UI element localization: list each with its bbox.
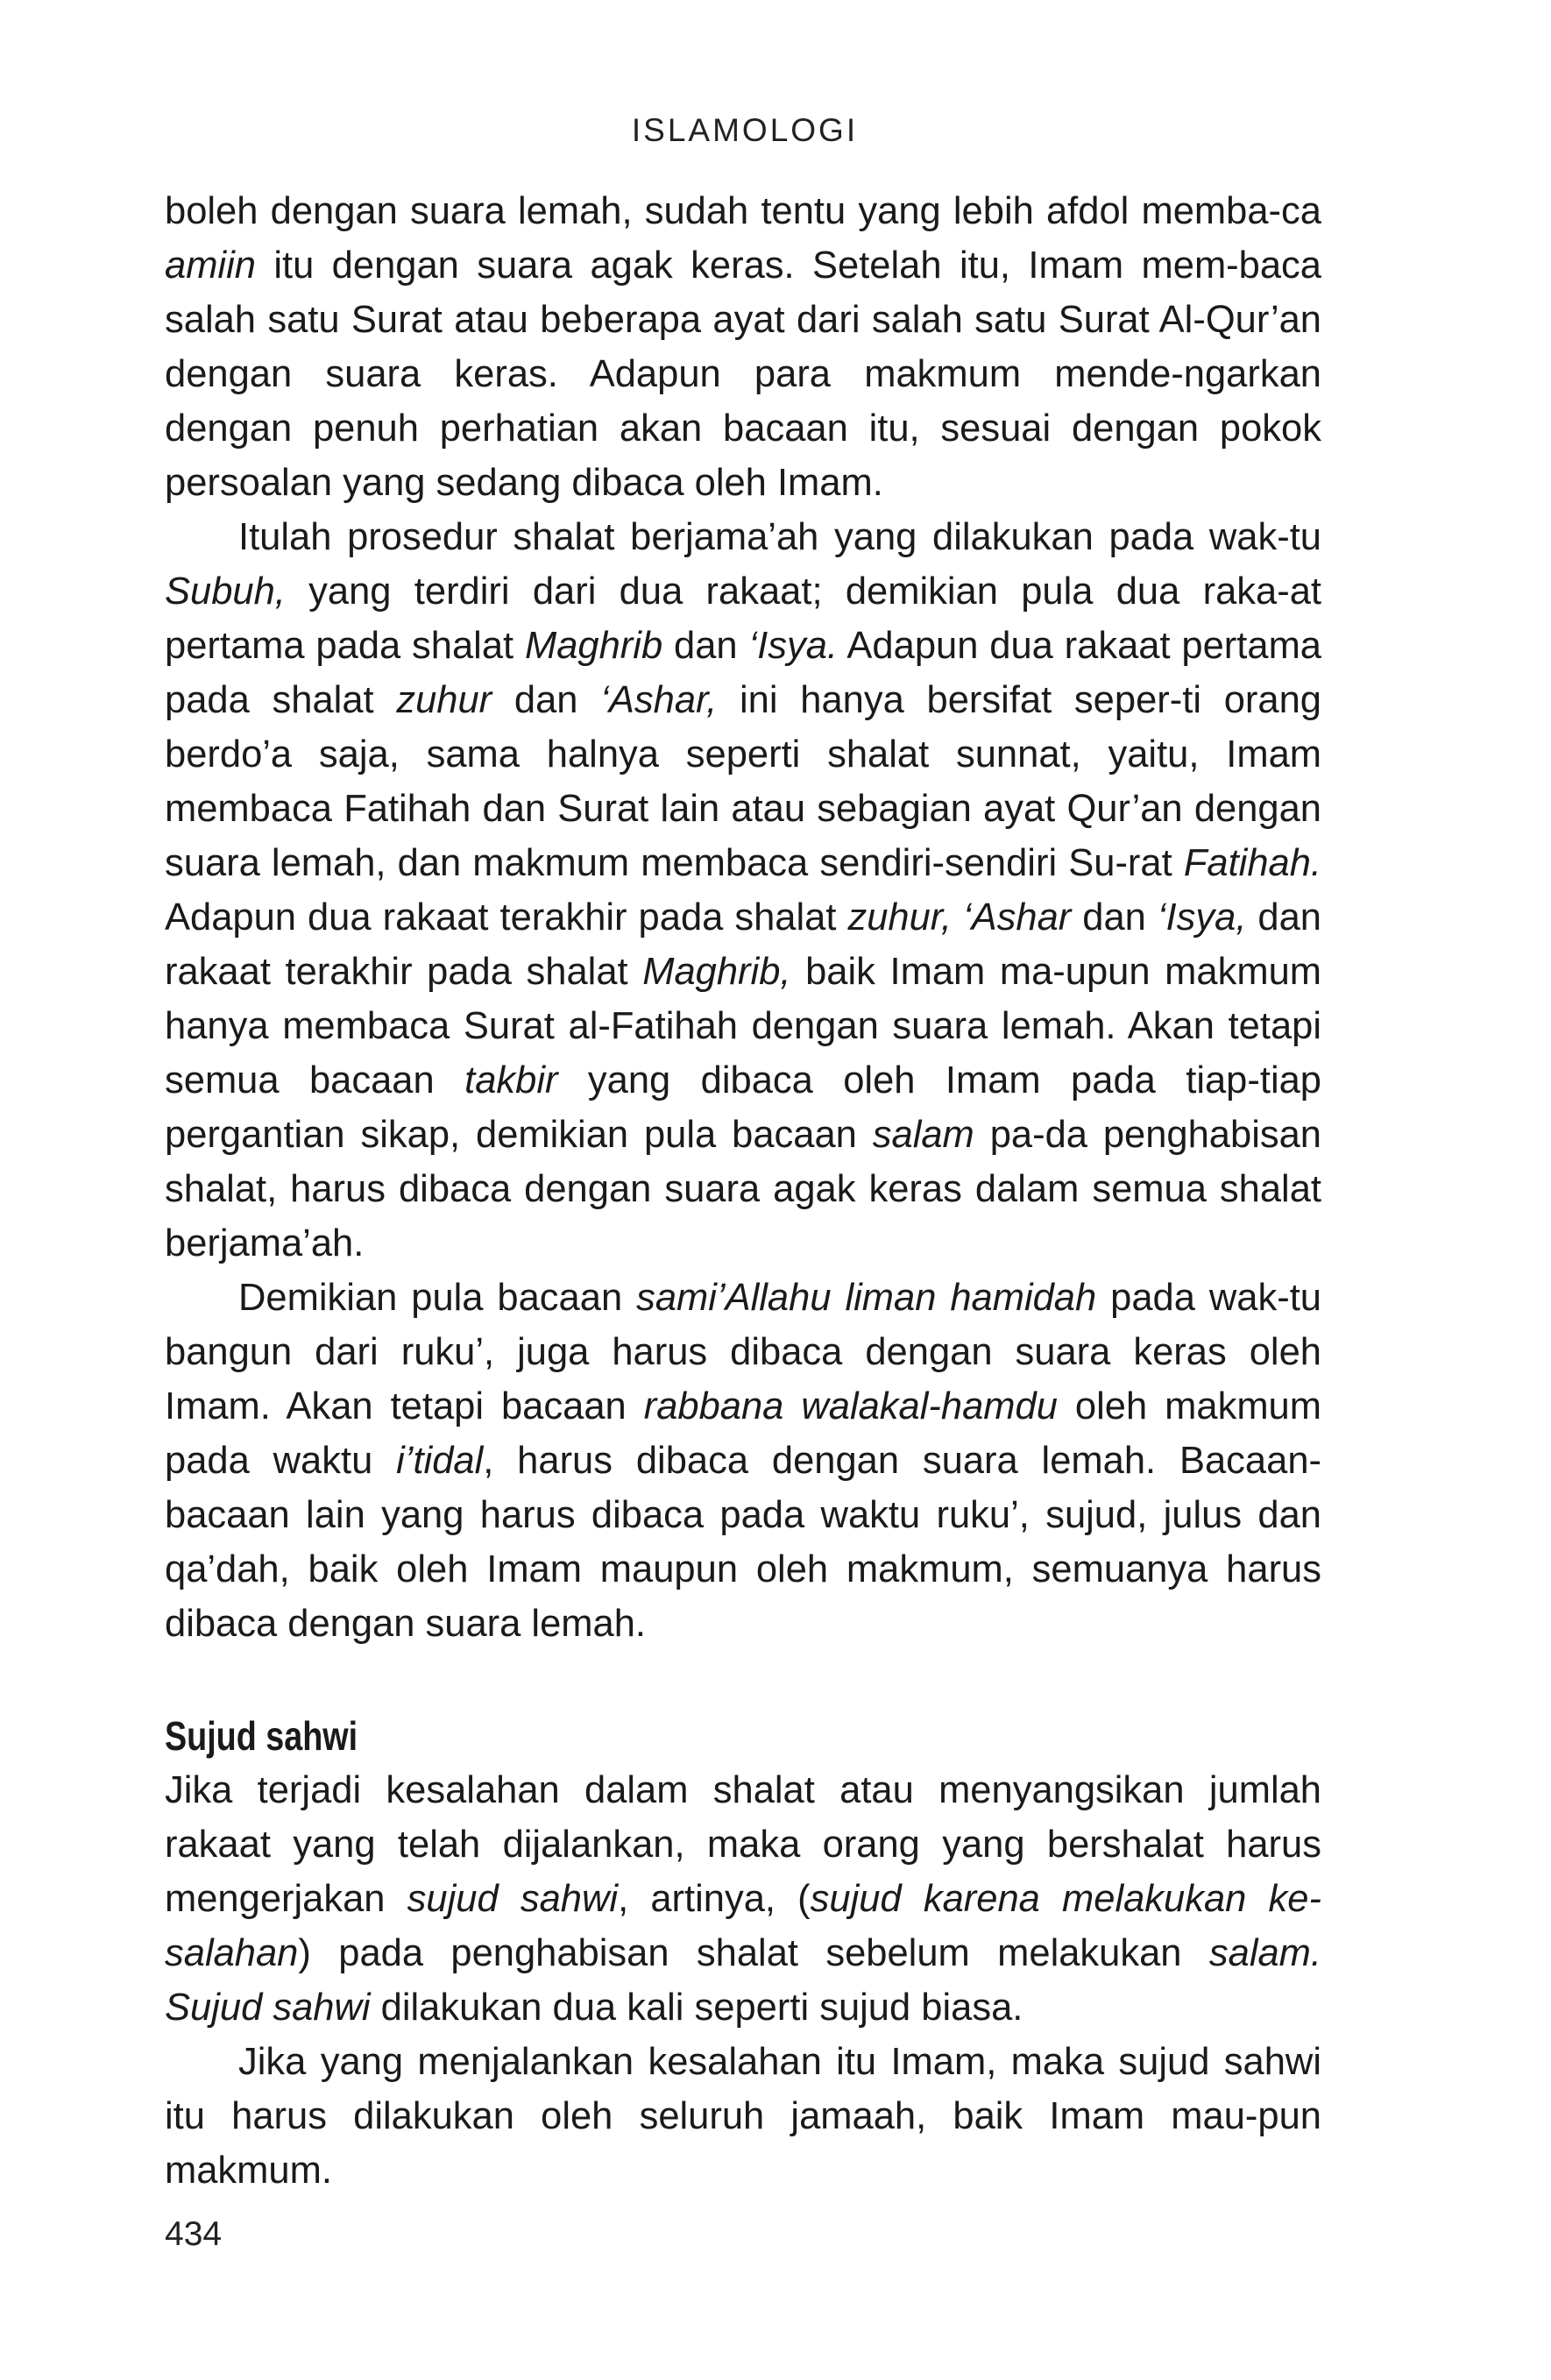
text-run: yang dibaca oleh Imam pada tiap-tiap pergantian sikap, demikian pula bacaan [165, 1059, 1321, 1156]
italic-term: takbir [464, 1059, 558, 1101]
text-run: dan [662, 625, 749, 667]
section-heading: Sujud sahwi [165, 1713, 358, 1759]
text-run: Jika terjadi kesalahan dalam shalat atau menyangsikan jumlah rakaat yang telah dijalankan, maka orang yang bershalat harus mengerjakan [165, 1769, 1321, 1920]
page-number: 434 [165, 2215, 223, 2253]
text-run: dan [492, 679, 601, 721]
text-run: Adapun dua rakaat pertama pada shalat [165, 625, 1321, 721]
text-run: pa-da penghabisan shalat, harus dibaca dengan suara agak keras dalam semua shalat berjama’ah. [165, 1114, 1321, 1264]
italic-term: Fatihah. [1183, 842, 1321, 884]
text-run: boleh dengan suara lemah, sudah tentu yang lebih afdol memba-ca [165, 190, 1321, 232]
italic-term: salam [872, 1114, 974, 1156]
italic-term: ‘Isya. [748, 625, 838, 667]
italic-term: zuhur [396, 679, 492, 721]
italic-term: sujud karena melakukan ke-salahan [165, 1878, 1321, 1974]
paragraph-2 [165, 510, 1321, 1271]
text-run: oleh makmum pada waktu [165, 1385, 1321, 1482]
text-run: itu dengan suara agak keras. Setelah itu, Imam mem-baca salah satu Surat atau beberapa ayat dari salah satu Surat Al-Qur’an dengan suara keras. Adapun para makmum mende-ngarkan dengan penuh perhatian akan bacaan itu, sesuai dengan pokok persoalan yang sedang dibaca oleh Imam. [165, 244, 1321, 504]
text-run: ini hanya bersifat seper-ti orang berdo’a saja, sama halnya seperti shalat sunnat, yaitu, Imam membaca Fatihah dan Surat lain atau sebagian ayat Qur’an dengan suara lemah, dan makmum membaca sendiri-sendiri Su-rat [165, 679, 1321, 884]
body-text [165, 184, 1321, 2198]
italic-term: sujud sahwi [407, 1878, 619, 1920]
text-run: , harus dibaca dengan suara lemah. Bacaan-bacaan lain yang harus dibaca pada waktu ruku’, sujud, julus dan qa’dah, baik oleh Imam maupun oleh makmum, semuanya harus dibaca dengan suara lemah. [165, 1440, 1321, 1645]
italic-term: Subuh, [165, 570, 286, 613]
italic-term: rabbana walakal-hamdu [643, 1385, 1058, 1427]
paragraph-1 [165, 184, 1321, 510]
text-run: , artinya, ( [618, 1878, 811, 1920]
text-run: dan [1071, 896, 1158, 939]
paragraph-4 [165, 1763, 1321, 2035]
text-run: pada wak-tu bangun dari ruku’, juga harus dibaca dengan suara keras oleh Imam. Akan tetapi bacaan [165, 1277, 1321, 1427]
paragraph-5 [165, 2035, 1321, 2198]
italic-term: i’tidal [396, 1440, 484, 1482]
text-run: baik Imam ma-upun makmum hanya membaca Surat al-Fatihah dengan suara lemah. Akan tetapi semua bacaan [165, 951, 1321, 1101]
text-run: yang terdiri dari dua rakaat; demikian pula dua raka-at pertama pada shalat [165, 570, 1321, 667]
paragraph-3 [165, 1271, 1321, 1651]
text-run: Demikian pula bacaan [238, 1277, 637, 1319]
italic-term: Maghrib, [642, 951, 791, 993]
text-run: Itulah prosedur shalat berjama’ah yang dilakukan pada wak-tu [238, 516, 1321, 558]
text-run: dan rakaat terakhir pada shalat [165, 896, 1321, 993]
text-run: Jika yang menjalankan kesalahan itu Imam, maka sujud sahwi itu harus dilakukan oleh seluruh jamaah, baik Imam mau-pun makmum. [165, 2041, 1321, 2192]
text-run: ) pada penghabisan shalat sebelum melakukan [298, 1932, 1209, 1974]
italic-term: ‘Isya, [1157, 896, 1247, 939]
italic-term: salam. [1208, 1932, 1321, 1974]
running-header: ISLAMOLOGI [631, 112, 859, 148]
italic-term: sami’Allahu liman hamidah [636, 1277, 1097, 1319]
italic-term: zuhur, ‘Ashar [847, 896, 1072, 939]
text-run: Adapun dua rakaat terakhir pada shalat [165, 896, 848, 939]
italic-term: ‘Ashar, [600, 679, 718, 721]
italic-term: Maghrib [524, 625, 663, 667]
italic-term: amiin [165, 244, 256, 287]
text-run: dilakukan dua kali seperti sujud biasa. [370, 1987, 1023, 2029]
italic-term: Sujud sahwi [165, 1987, 371, 2029]
